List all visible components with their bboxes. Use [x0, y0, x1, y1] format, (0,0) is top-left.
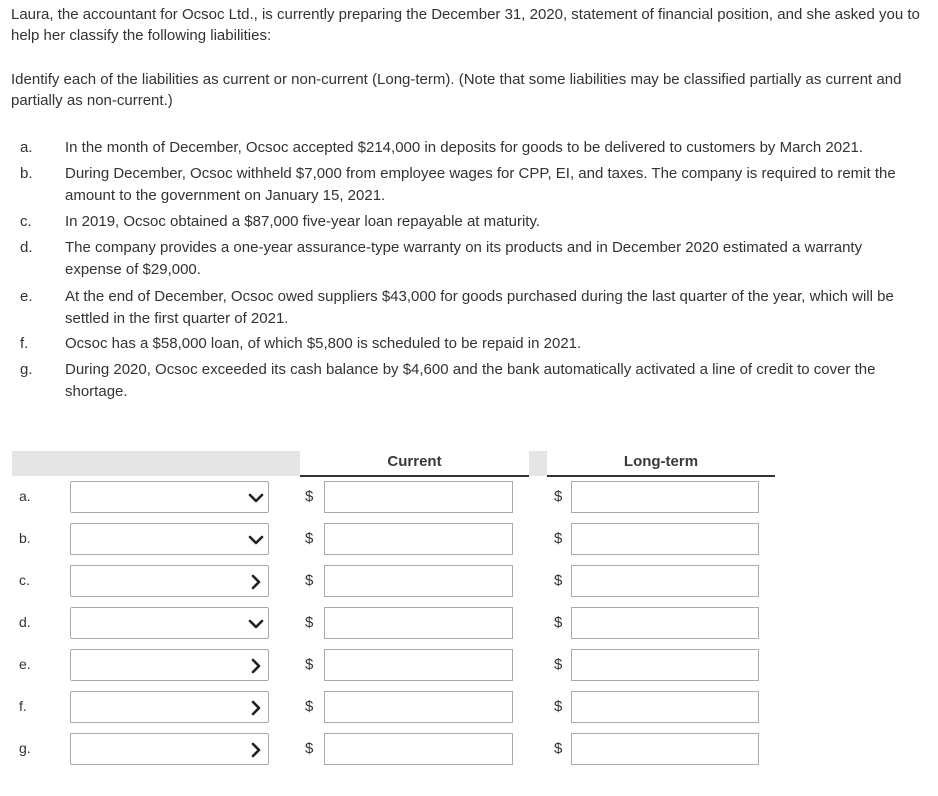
- item-letter: a.: [20, 139, 33, 156]
- longterm-amount-input[interactable]: [571, 733, 759, 765]
- chevron-right-icon: [248, 742, 264, 758]
- currency-symbol: $: [305, 656, 314, 673]
- longterm-amount-input[interactable]: [571, 691, 759, 723]
- current-amount-input[interactable]: [324, 649, 513, 681]
- row-letter: b.: [19, 530, 31, 546]
- longterm-amount-input[interactable]: [571, 565, 759, 597]
- currency-symbol: $: [554, 656, 563, 673]
- chevron-down-icon: [248, 532, 264, 548]
- classification-select[interactable]: [70, 733, 269, 765]
- currency-symbol: $: [554, 698, 563, 715]
- longterm-amount-input[interactable]: [571, 523, 759, 555]
- currency-symbol: $: [554, 488, 563, 505]
- classification-select[interactable]: [70, 649, 269, 681]
- classification-select[interactable]: [70, 565, 269, 597]
- column-header-longterm: Long-term: [547, 451, 775, 477]
- row-letter: g.: [19, 740, 31, 756]
- current-amount-input[interactable]: [324, 481, 513, 513]
- item-text: The company provides a one-year assurance-type warranty on its products and in December 2020 estimated a warranty expense of $29,000.: [65, 239, 863, 278]
- currency-symbol: $: [554, 740, 563, 757]
- item-text: In the month of December, Ocsoc accepted $214,000 in deposits for goods to be delivered to customers by March 2021.: [65, 139, 863, 156]
- table-row: [0, 481, 938, 515]
- item-text: At the end of December, Ocsoc owed suppliers $43,000 for goods purchased during the last quarter of the year, which will be settled in the first quarter of 2021.: [65, 288, 894, 327]
- row-letter: d.: [19, 614, 31, 630]
- table-row: [0, 649, 938, 683]
- currency-symbol: $: [305, 530, 314, 547]
- classification-select[interactable]: [70, 523, 269, 555]
- column-header-current: Current: [300, 451, 529, 477]
- intro-text: Laura, the accountant for Ocsoc Ltd., is currently preparing the December 31, 2020, statement of financial position, and she asked you to help her classify the following liabilities:: [11, 6, 920, 44]
- longterm-amount-input[interactable]: [571, 481, 759, 513]
- current-amount-input[interactable]: [324, 565, 513, 597]
- row-letter: f.: [19, 698, 27, 714]
- longterm-amount-input[interactable]: [571, 607, 759, 639]
- current-amount-input[interactable]: [324, 607, 513, 639]
- chevron-right-icon: [248, 574, 264, 590]
- currency-symbol: $: [305, 740, 314, 757]
- classification-select[interactable]: [70, 691, 269, 723]
- table-row: [0, 565, 938, 599]
- longterm-amount-input[interactable]: [571, 649, 759, 681]
- item-letter: f.: [20, 335, 29, 352]
- chevron-down-icon: [248, 490, 264, 506]
- instruction-text: Identify each of the liabilities as current or non-current (Long-term). (Note that some liabilities may be classified partially as current and partially as non-current.): [11, 71, 902, 109]
- item-letter: e.: [20, 288, 33, 305]
- table-row: [0, 691, 938, 725]
- currency-symbol: $: [554, 530, 563, 547]
- table-row: [0, 607, 938, 641]
- currency-symbol: $: [305, 572, 314, 589]
- currency-symbol: $: [305, 488, 314, 505]
- classification-select[interactable]: [70, 481, 269, 513]
- chevron-down-icon: [248, 616, 264, 632]
- current-amount-input[interactable]: [324, 691, 513, 723]
- table-row: [0, 733, 938, 767]
- item-letter: c.: [20, 213, 32, 230]
- table-header: [12, 451, 775, 476]
- row-letter: e.: [19, 656, 31, 672]
- currency-symbol: $: [554, 614, 563, 631]
- item-letter: d.: [20, 239, 33, 256]
- chevron-right-icon: [248, 658, 264, 674]
- item-text: Ocsoc has a $58,000 loan, of which $5,800 is scheduled to be repaid in 2021.: [65, 335, 582, 352]
- row-letter: a.: [19, 488, 31, 504]
- table-row: [0, 523, 938, 557]
- item-letter: g.: [20, 361, 33, 378]
- current-amount-input[interactable]: [324, 523, 513, 555]
- item-letter: b.: [20, 165, 33, 182]
- currency-symbol: $: [305, 698, 314, 715]
- item-text: In 2019, Ocsoc obtained a $87,000 five-year loan repayable at maturity.: [65, 213, 541, 230]
- row-letter: c.: [19, 572, 30, 588]
- item-text: During 2020, Ocsoc exceeded its cash balance by $4,600 and the bank automatically activated a line of credit to cover the shortage.: [65, 361, 876, 400]
- currency-symbol: $: [554, 572, 563, 589]
- currency-symbol: $: [305, 614, 314, 631]
- item-text: During December, Ocsoc withheld $7,000 from employee wages for CPP, EI, and taxes. The company is required to remit the amount to the government on January 15, 2021.: [65, 165, 896, 204]
- classification-select[interactable]: [70, 607, 269, 639]
- chevron-right-icon: [248, 700, 264, 716]
- current-amount-input[interactable]: [324, 733, 513, 765]
